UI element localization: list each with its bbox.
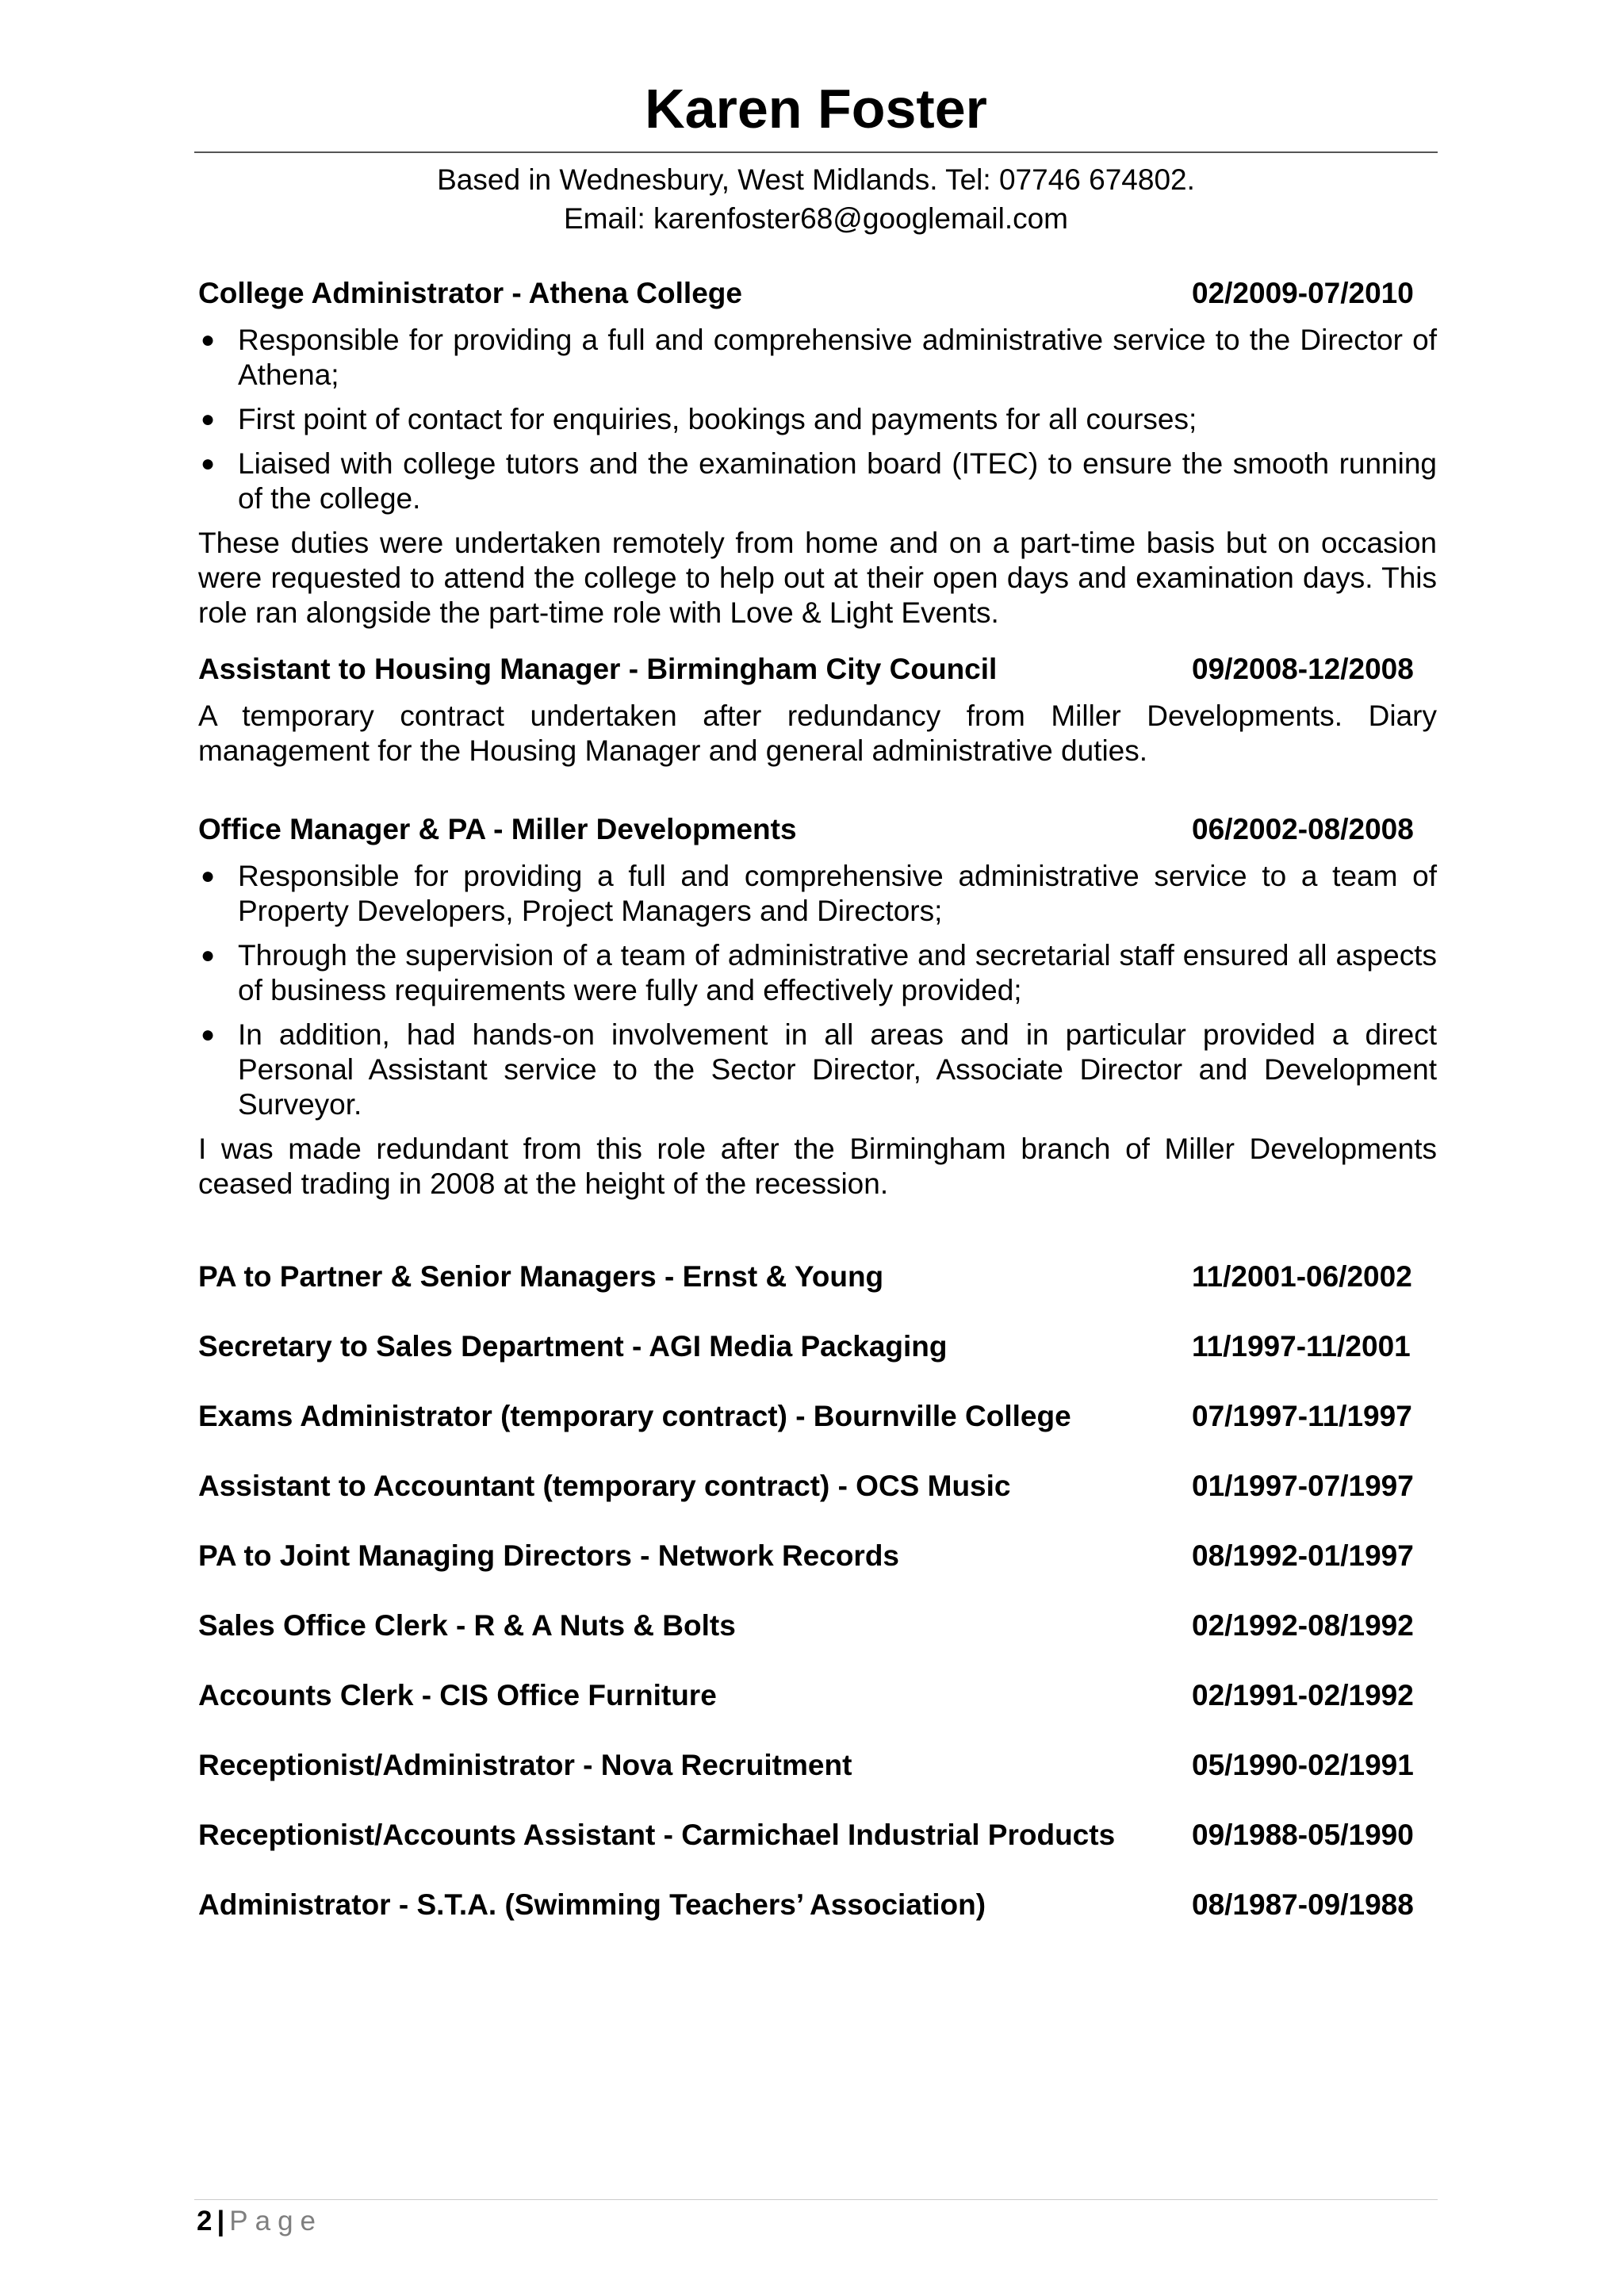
bullet-item: [198, 938, 1437, 1008]
bullet-text: Responsible for providing a full and comprehensive administrative service to the Director of Athena;: [238, 324, 1437, 391]
job-dates: 05/1990-02/1991: [1192, 1749, 1414, 1781]
job-paragraph: These duties were undertaken remotely from home and on a part-time basis but on occasion were requested to attend the college to help out at their open days and examination days. This role ran alongside the part-time role with Love & Light Events.: [198, 527, 1437, 629]
job-heading: [198, 650, 1437, 689]
contact-location-phone: Based in Wednesbury, West Midlands. Tel: 07746 674802.: [437, 163, 1195, 196]
bullet-text: Through the supervision of a team of administrative and secretarial staff ensured all aspects of business requirements were fully and effectively provided;: [238, 939, 1437, 1006]
page-number: 2: [197, 2206, 213, 2237]
bullet-item: [198, 447, 1437, 516]
job-title: Exams Administrator (temporary contract) - Bournville College: [198, 1400, 1071, 1432]
job-title: Assistant to Housing Manager - Birmingham City Council: [198, 653, 998, 685]
job-heading: [198, 810, 1437, 849]
bullet-text: First point of contact for enquiries, bookings and payments for all courses;: [238, 403, 1197, 435]
job-paragraph: I was made redundant from this role after the Birmingham branch of Miller Developments ceased trading in 2008 at the height of the recession.: [198, 1133, 1437, 1200]
job-title: Receptionist/Administrator - Nova Recruitment: [198, 1749, 852, 1781]
bullet-item: [198, 1018, 1437, 1122]
earlier-job-row: [198, 1466, 1437, 1536]
header-divider: [194, 151, 1438, 153]
job-dates: 11/1997-11/2001: [1192, 1330, 1411, 1363]
job-title: Sales Office Clerk - R & A Nuts & Bolts: [198, 1609, 736, 1642]
bullet-item: [198, 402, 1437, 437]
job-bullet-list: [198, 859, 1437, 1122]
bullet-icon: ●: [201, 1022, 216, 1048]
earlier-job-row: [198, 1815, 1437, 1885]
job-title: Receptionist/Accounts Assistant - Carmichael Industrial Products: [198, 1819, 1116, 1851]
bullet-icon: ●: [201, 327, 216, 353]
job-title: Accounts Clerk - CIS Office Furniture: [198, 1679, 717, 1711]
bullet-icon: ●: [201, 863, 216, 889]
earlier-job-row: [198, 1327, 1437, 1397]
job-dates: 06/2002-08/2008: [1192, 813, 1414, 845]
earlier-job-row: [198, 1536, 1437, 1606]
bullet-icon: ●: [201, 406, 216, 432]
bullet-text: Liaised with college tutors and the examination board (ITEC) to ensure the smooth running of the college.: [238, 447, 1437, 515]
job-dates: 09/1988-05/1990: [1192, 1819, 1414, 1851]
earlier-job-row: [198, 1606, 1437, 1676]
job-dates: 08/1987-09/1988: [1192, 1888, 1414, 1921]
job-dates: 02/1992-08/1992: [1192, 1609, 1414, 1642]
footer-divider: [194, 2199, 1438, 2200]
contact-email: Email: karenfoster68@googlemail.com: [563, 202, 1068, 235]
job-dates: 02/1991-02/1992: [1192, 1679, 1414, 1711]
job-dates: 11/2001-06/2002: [1192, 1260, 1412, 1293]
job-dates: 01/1997-07/1997: [1192, 1470, 1414, 1502]
spacer: [198, 1202, 1437, 1257]
job-title: Assistant to Accountant (temporary contract) - OCS Music: [198, 1470, 1011, 1502]
earlier-job-row: [198, 1397, 1437, 1466]
job-title: College Administrator - Athena College: [198, 277, 742, 309]
bullet-icon: ●: [201, 450, 216, 477]
job-dates: 08/1992-01/1997: [1192, 1539, 1414, 1572]
job-title: PA to Joint Managing Directors - Network Records: [198, 1539, 900, 1572]
spacer: [198, 631, 1437, 650]
job-title: Secretary to Sales Department - AGI Media Packaging: [198, 1330, 948, 1363]
page-footer: [197, 2204, 323, 2239]
page-label: Page: [229, 2206, 324, 2237]
bullet-text: In addition, had hands-on involvement in all areas and in particular provided a direct Personal Assistant service to the Sector Director, Associate Director and Development Surveyor.: [238, 1018, 1437, 1121]
bullet-item: [198, 323, 1437, 393]
cv-name-heading: Karen Foster: [645, 78, 987, 140]
job-title: Office Manager & PA - Miller Developments: [198, 813, 797, 845]
bullet-icon: ●: [201, 942, 216, 968]
job-dates: 02/2009-07/2010: [1192, 277, 1414, 309]
cv-body: [198, 274, 1437, 1955]
job-dates: 09/2008-12/2008: [1192, 653, 1414, 685]
job-paragraph: A temporary contract undertaken after redundancy from Miller Developments. Diary management for the Housing Manager and general administrative duties.: [198, 700, 1437, 767]
bullet-item: [198, 859, 1437, 929]
job-title: Administrator - S.T.A. (Swimming Teachers’ Association): [198, 1888, 986, 1921]
footer-separator: |: [216, 2206, 225, 2237]
job-heading: [198, 274, 1437, 313]
bullet-text: Responsible for providing a full and comprehensive administrative service to a team of Property Developers, Project Managers and Directors;: [238, 860, 1437, 927]
spacer: [198, 769, 1437, 810]
job-dates: 07/1997-11/1997: [1192, 1400, 1412, 1432]
job-bullet-list: [198, 323, 1437, 516]
earlier-job-row: [198, 1676, 1437, 1746]
earlier-job-row: [198, 1885, 1437, 1955]
earlier-job-row: [198, 1257, 1437, 1327]
job-title: PA to Partner & Senior Managers - Ernst & Young: [198, 1260, 884, 1293]
earlier-job-row: [198, 1746, 1437, 1815]
